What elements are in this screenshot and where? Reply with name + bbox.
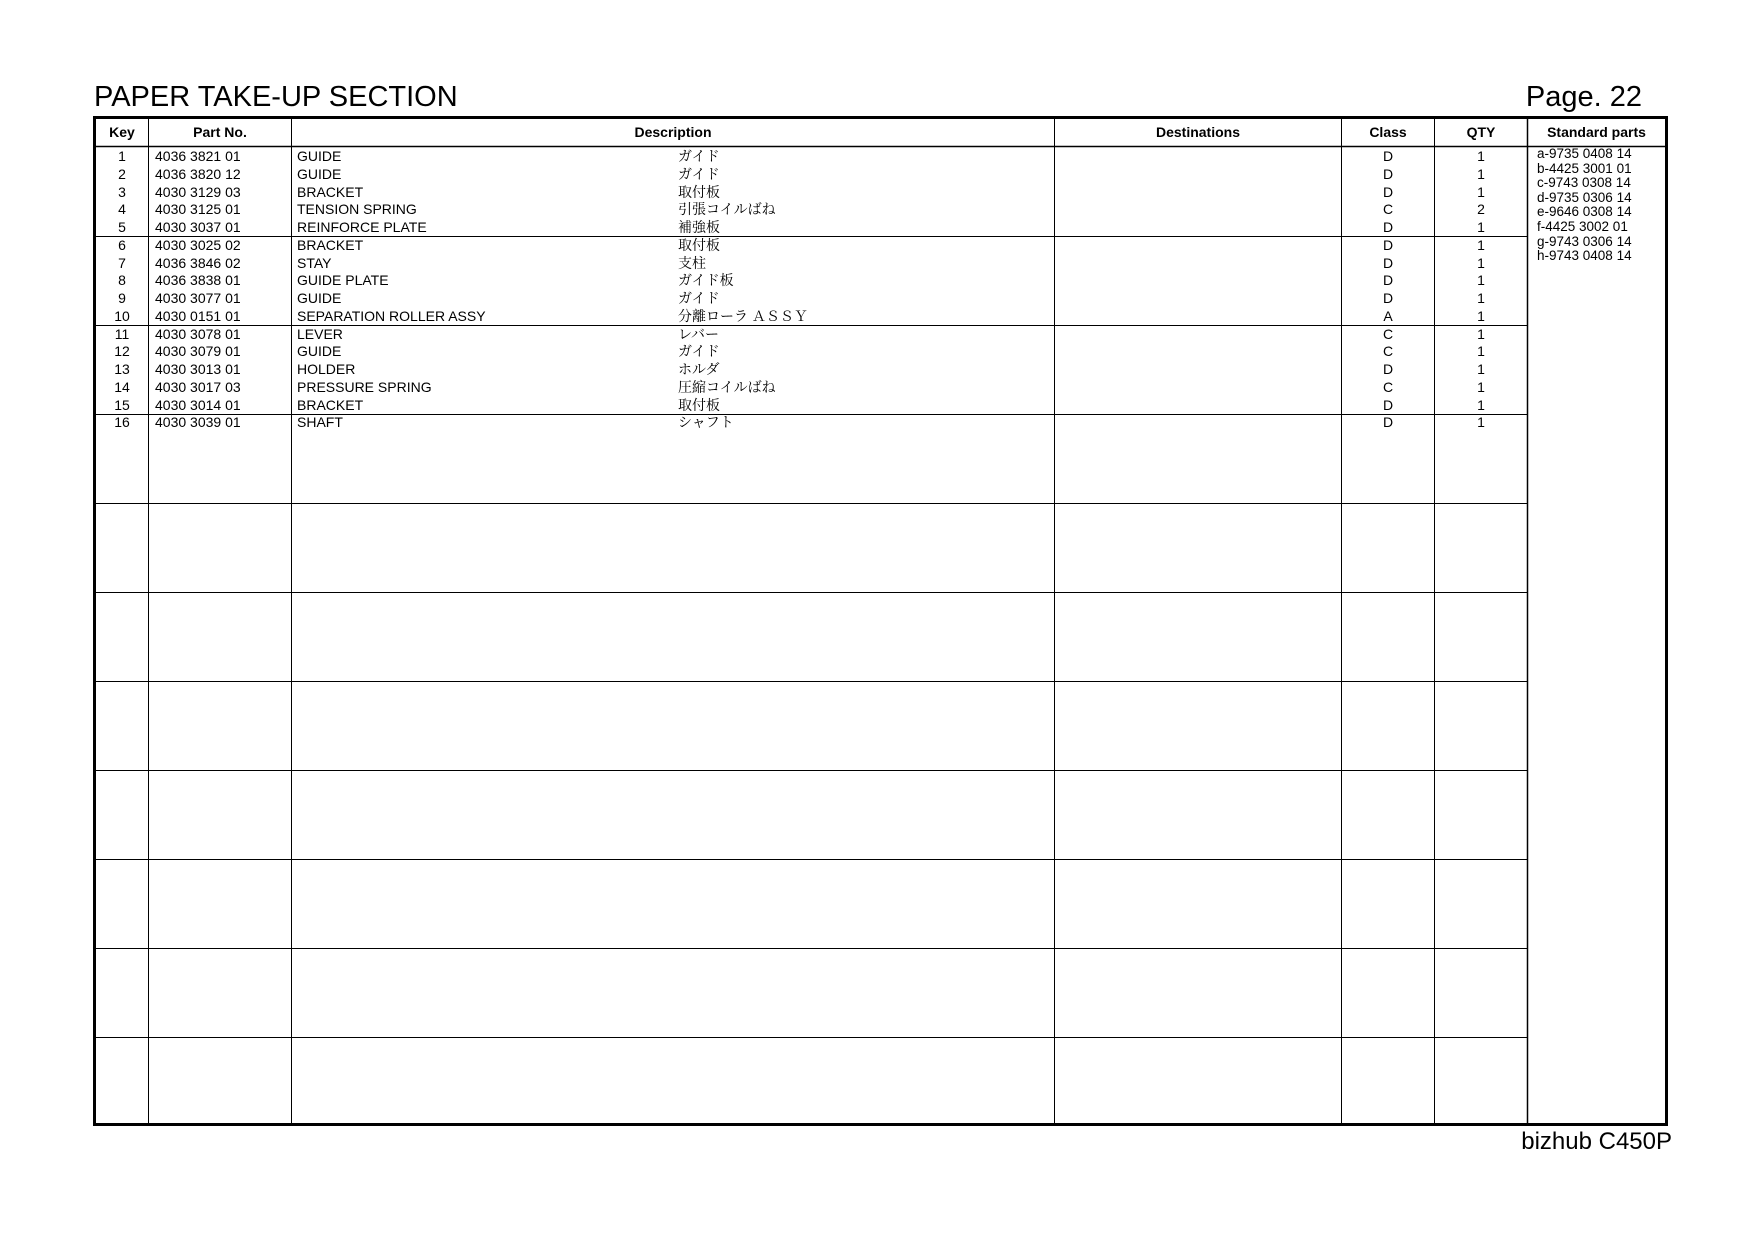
cell-class: C: [1382, 378, 1394, 395]
cell-part-no: 4030 3039 01: [155, 414, 241, 431]
header-standard-parts: Standard parts: [1547, 124, 1646, 140]
cell-part-no: 4030 3125 01: [155, 201, 241, 218]
standard-part: d-9735 0306 14: [1537, 189, 1632, 205]
cell-key: 4: [118, 201, 126, 218]
cell-part-no: 4036 3838 01: [155, 272, 241, 289]
cell-qty: 1: [1477, 183, 1485, 200]
cell-qty: 1: [1477, 272, 1485, 289]
cell-qty: 1: [1477, 414, 1485, 431]
cell-description-en: GUIDE: [297, 343, 342, 360]
cell-description-jp: 引張コイルばね: [678, 201, 776, 218]
cell-class: D: [1382, 219, 1394, 235]
cell-description-jp: ガイド: [678, 290, 720, 306]
model-name: bizhub C450P: [1521, 1128, 1672, 1155]
cell-qty: 1: [1477, 378, 1485, 395]
cell-class: D: [1382, 148, 1394, 164]
cell-key: 1: [118, 148, 126, 164]
cell-key: 14: [114, 378, 130, 395]
cell-qty: 1: [1477, 343, 1485, 360]
cell-class: C: [1382, 325, 1394, 342]
cell-class: D: [1382, 414, 1394, 431]
cell-description-en: BRACKET: [297, 396, 364, 413]
cell-description-en: GUIDE: [297, 290, 342, 306]
cell-class: D: [1382, 361, 1394, 377]
cell-part-no: 4030 3078 01: [155, 325, 241, 342]
cell-key: 13: [114, 361, 130, 377]
cell-key: 12: [114, 343, 130, 360]
standard-part: b-4425 3001 01: [1537, 160, 1632, 176]
cell-key: 10: [114, 307, 130, 324]
parts-table: [93, 116, 1668, 1126]
cell-class: C: [1382, 343, 1394, 360]
cell-description-jp: 取付板: [678, 183, 720, 200]
cell-part-no: 4030 3129 03: [155, 183, 241, 200]
cell-qty: 1: [1477, 290, 1485, 306]
cell-description-en: PRESSURE SPRING: [297, 378, 432, 395]
cell-key: 6: [118, 236, 126, 253]
cell-key: 9: [118, 290, 126, 306]
cell-key: 2: [118, 165, 126, 182]
cell-description-jp: 取付板: [678, 396, 720, 413]
cell-qty: 2: [1477, 201, 1485, 218]
header-qty: QTY: [1466, 124, 1496, 140]
standard-parts-list: [1537, 147, 1667, 264]
cell-key: 5: [118, 219, 126, 235]
cell-description-en: LEVER: [297, 325, 343, 342]
cell-key: 3: [118, 183, 126, 200]
cell-class: C: [1382, 201, 1394, 218]
cell-part-no: 4036 3846 02: [155, 254, 241, 271]
cell-class: D: [1382, 290, 1394, 306]
cell-qty: 1: [1477, 307, 1485, 324]
cell-key: 15: [114, 396, 130, 413]
page-title: PAPER TAKE-UP SECTION: [94, 81, 458, 113]
cell-qty: 1: [1477, 361, 1485, 377]
cell-class: D: [1382, 183, 1394, 200]
cell-description-en: GUIDE: [297, 148, 342, 164]
header-description: Description: [634, 124, 712, 140]
cell-class: D: [1382, 396, 1394, 413]
cell-description-en: REINFORCE PLATE: [297, 219, 427, 235]
cell-description-jp: シャフト: [678, 414, 734, 431]
cell-qty: 1: [1477, 148, 1485, 164]
cell-part-no: 4030 3077 01: [155, 290, 241, 306]
cell-class: A: [1383, 307, 1393, 324]
cell-part-no: 4030 3079 01: [155, 343, 241, 360]
cell-part-no: 4030 0151 01: [155, 307, 241, 324]
cell-part-no: 4036 3820 12: [155, 165, 241, 182]
header-class: Class: [1369, 124, 1407, 140]
header-destinations: Destinations: [1155, 124, 1240, 140]
cell-class: D: [1382, 272, 1394, 289]
cell-description-jp: ホルダ: [678, 361, 720, 377]
cell-key: 7: [118, 254, 126, 271]
cell-description-en: GUIDE: [297, 165, 342, 182]
cell-part-no: 4030 3025 02: [155, 236, 241, 253]
cell-class: D: [1382, 165, 1394, 182]
header-key: Key: [109, 124, 135, 140]
cell-description-en: BRACKET: [297, 236, 364, 253]
standard-part: h-9743 0408 14: [1537, 248, 1632, 264]
cell-description-en: SHAFT: [297, 414, 343, 431]
cell-description-en: TENSION SPRING: [297, 201, 417, 218]
cell-description-jp: 補強板: [678, 219, 720, 235]
cell-qty: 1: [1477, 396, 1485, 413]
cell-description-en: SEPARATION ROLLER ASSY: [297, 307, 486, 324]
cell-key: 8: [118, 272, 126, 289]
standard-part: c-9743 0308 14: [1537, 175, 1631, 191]
header-part-no: Part No.: [193, 124, 247, 140]
cell-description-jp: レバー: [678, 325, 720, 342]
cell-description-jp: 支柱: [678, 254, 706, 271]
cell-description-en: GUIDE PLATE: [297, 272, 389, 289]
cell-description-jp: 圧縮コイルばね: [678, 378, 776, 395]
standard-part: a-9735 0408 14: [1537, 146, 1632, 161]
cell-qty: 1: [1477, 236, 1485, 253]
cell-key: 11: [114, 325, 130, 342]
cell-description-en: HOLDER: [297, 361, 356, 377]
cell-description-en: BRACKET: [297, 183, 364, 200]
cell-qty: 1: [1477, 254, 1485, 271]
cell-part-no: 4036 3821 01: [155, 148, 241, 164]
standard-part: f-4425 3002 01: [1537, 218, 1628, 234]
cell-class: D: [1382, 236, 1394, 253]
cell-part-no: 4030 3037 01: [155, 219, 241, 235]
page-number: Page. 22: [1525, 81, 1642, 113]
cell-class: D: [1382, 254, 1394, 271]
cell-qty: 1: [1477, 325, 1485, 342]
cell-part-no: 4030 3017 03: [155, 378, 241, 395]
cell-qty: 1: [1477, 219, 1485, 235]
cell-part-no: 4030 3013 01: [155, 361, 241, 377]
cell-part-no: 4030 3014 01: [155, 396, 241, 413]
standard-part: g-9743 0306 14: [1537, 233, 1632, 249]
cell-key: 16: [114, 414, 130, 431]
cell-description-jp: 取付板: [678, 236, 720, 253]
cell-description-jp: ガイド: [678, 343, 720, 360]
cell-description-en: STAY: [297, 254, 332, 271]
cell-description-jp: ガイド: [678, 148, 720, 164]
cell-qty: 1: [1477, 165, 1485, 182]
cell-description-jp: ガイド: [678, 165, 720, 182]
cell-description-jp: ガイド板: [678, 272, 734, 289]
standard-part: e-9646 0308 14: [1537, 204, 1632, 220]
cell-description-jp: 分離ローラ ＡＳＳＹ: [678, 307, 808, 324]
